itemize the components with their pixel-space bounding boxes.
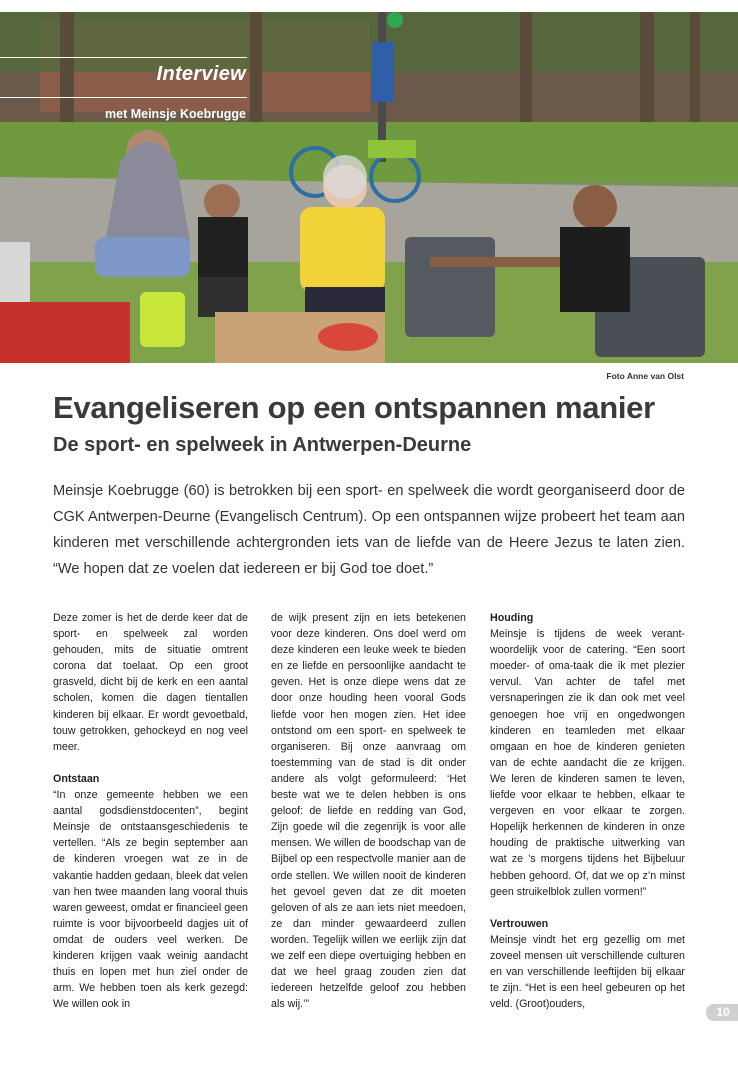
- article-title: Evangeliseren op een ontspannen manier: [53, 390, 655, 425]
- page-number: 10: [706, 1004, 738, 1021]
- section-heading-houding: Houding: [490, 612, 534, 624]
- article-subtitle: De sport- en spelweek in Antwerpen-Deurne: [53, 434, 472, 456]
- section-heading-ontstaan: Ontstaan: [53, 772, 100, 785]
- header-rule-top: [0, 57, 247, 58]
- body-column-3: [490, 610, 685, 1012]
- photo-credit: Foto Anne van Olst: [606, 371, 684, 381]
- paragraph: de wijk present zijn en iets betekenen voor deze kinderen. Ons doel werd om deze kinderen een leuke week te bieden en ze liefde en persoonlijke aandacht te geven. Het is onze diepe wens dat ze door onze houding heen vooral Gods liefde voor hen mogen zien. Het idee ontstond om een sport- en spelweek te organiseren. Bij onze aanvraag om toestemming van de stad is dit onder andere als volgt geformuleerd: ‘Het beste wat we te delen hebben is ons geloof: de liefde en redding van God, Zijn goede wil die zegenrijk is voor alle mensen. We willen de boodschap van de Bijbel op een respectvolle manier aan de orde stellen. We willen nooit de kinderen het gevoel geven dat ze dit moeten geloven of als ze aan iets niet meedoen, ze dan minder gewaardeerd zullen worden. Tegelijk willen we eerlijk zijn dat we zelf een diepe overtuiging hebben en dat we heel graag zouden zien dat iedereen hetzelfde geloof zou hebben als wij.’”: [271, 612, 466, 1011]
- paragraph: Meinsje vindt het erg gezellig om met zoveel mensen uit verschillende culturen en van verschillende leeftijden bij elkaar te zijn. “Het is een heel gebeuren op het veld. (Groot)ouders,: [490, 933, 685, 1011]
- body-column-2: [271, 610, 466, 1012]
- section-label: Interview: [156, 63, 246, 85]
- paragraph: Meinsje is tijdens de week verant-woordelijk voor de catering. “Een soort moeder- of oma-taak die ik met plezier vervul. Van achter de tafel met versnaperingen zie ik dan ook met veel genoegen hoe vrij en ongedwongen kinderen en teamleden met elkaar omgaan en hoe de kinderen genieten van de echte aandacht die ze krijgen. We leren de kinderen samen te leven, liefde voor elkaar te hebben, elkaar te vergeven en voor elkaar te zorgen. Hopelijk herkennen de kinderen in onze houding de praktische uitwerking van wat ze ’s morgens tijdens het Bijbeluur hebben gehoord. Of, dat we op z’n minst geen struikelblok zullen vormen!”: [490, 628, 685, 898]
- article-intro: Meinsje Koebrugge (60) is betrokken bij een sport- en spelweek die wordt georganiseerd door de CGK Antwerpen-Deurne (Evangelisch Centrum). Op een ontspannen wijze probeert het team aan kinderen met verschillende achtergronden iets van de liefde van de Heere Jezus te laten zien. “We hopen dat ze voelen dat iedereen er bij God toe doet.”: [53, 483, 685, 577]
- paragraph: “In onze gemeente hebben we een aantal godsdienstdocenten”, begint Meinsje de ontstaansgeschiedenis te vertellen. “Als ze begin september aan de kinderen vroegen wat ze in de vakantie hadden gedaan, bleek dat velen van hen twee maanden lang vooral thuis waren geweest, omdat er financieel geen ruimte is voor bijvoorbeeld dagjes uit of omdat de ouders veel werken. De kinderen krijgen vaak weinig aandacht thuis en lopen met hun ziel onder de arm. We hebben toen als kerk gezegd: We willen ook in: [53, 789, 248, 1011]
- interviewee-line: met Meinsje Koebrugge: [105, 107, 246, 121]
- paragraph: Deze zomer is het de derde keer dat de sport- en spelweek zal worden gehouden, mits de situatie omtrent corona dat toelaat. Op een groot grasveld, dicht bij de kerk en een aantal scholen, komen die dagen tientallen kinderen bij elkaar. Er wordt gevoetbald, touw getrokken, gehockeyd en nog veel meer.: [53, 612, 248, 753]
- section-heading-vertrouwen: Vertrouwen: [490, 917, 549, 930]
- header-rule-bottom: [0, 97, 247, 98]
- body-column-1: [53, 610, 248, 1012]
